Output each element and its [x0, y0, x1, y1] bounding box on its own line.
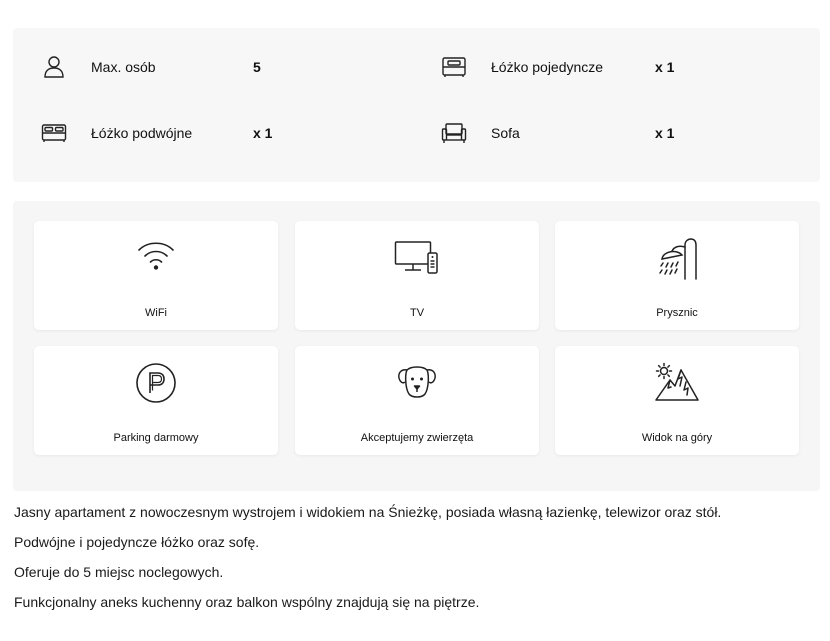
single-bed-icon — [441, 54, 467, 80]
spec-value: x 1 — [655, 125, 675, 141]
amenity-card-mountain-view — [555, 346, 799, 455]
wifi-icon — [136, 237, 176, 281]
spec-single-bed — [441, 52, 675, 82]
amenity-label: WiFi — [145, 307, 167, 319]
spec-value: x 1 — [253, 125, 273, 141]
description-paragraph: Jasny apartament z nowoczesnym wystrojem i widokiem na Śnieżkę, posiada własną łazienkę, telewizor oraz stół. — [14, 504, 722, 520]
person-icon — [41, 54, 67, 80]
amenity-card-pets — [295, 346, 539, 455]
spec-label: Łóżko podwójne — [91, 125, 193, 141]
tv-icon — [394, 237, 440, 281]
amenity-label: Akceptujemy zwierzęta — [360, 432, 474, 444]
amenity-label: Parking darmowy — [113, 432, 199, 444]
spec-label: Max. osób — [91, 59, 156, 75]
shower-icon — [655, 237, 699, 281]
amenities-panel — [13, 201, 820, 491]
description-paragraph: Podwójne i pojedyncze łóżko oraz sofę. — [14, 534, 260, 550]
amenity-card-parking — [34, 346, 278, 455]
amenity-card-tv — [295, 221, 539, 330]
sofa-icon — [441, 120, 467, 146]
amenity-label: Widok na góry — [641, 432, 713, 444]
amenity-label: TV — [409, 307, 425, 319]
apartment-description — [14, 503, 814, 623]
parking-icon — [135, 362, 177, 406]
spec-value: 5 — [253, 59, 261, 75]
amenity-label: Prysznic — [656, 307, 698, 319]
spec-sofa — [441, 118, 675, 148]
dog-icon — [395, 362, 439, 406]
spec-value: x 1 — [655, 59, 675, 75]
description-paragraph: Oferuje do 5 miejsc noclegowych. — [14, 564, 224, 580]
spec-double-bed — [41, 118, 273, 148]
spec-label: Sofa — [491, 125, 520, 141]
description-paragraph: Funkcjonalny aneks kuchenny oraz balkon wspólny znajdują się na piętrze. — [14, 594, 480, 610]
double-bed-icon — [41, 120, 67, 146]
spec-label: Łóżko pojedyncze — [491, 59, 604, 75]
amenity-card-wifi — [34, 221, 278, 330]
spec-max-persons — [41, 52, 261, 82]
amenity-card-shower — [555, 221, 799, 330]
room-specs-panel — [13, 28, 820, 182]
mountain-view-icon — [654, 362, 700, 406]
